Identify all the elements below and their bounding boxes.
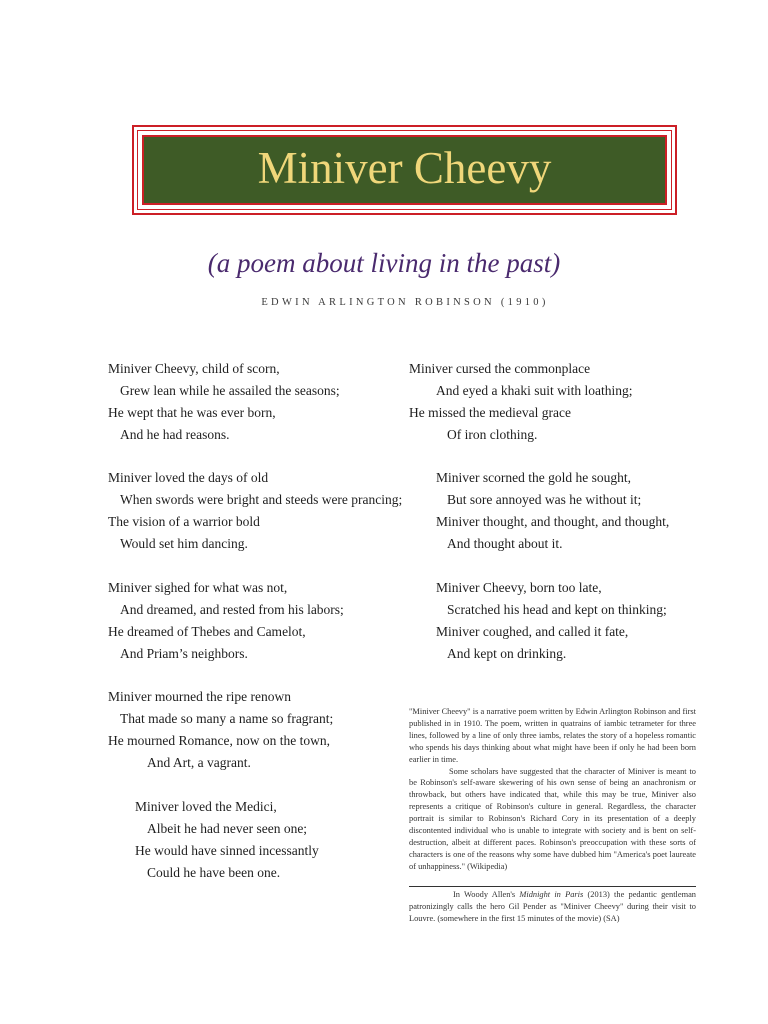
poem-line: Miniver mourned the ripe renown <box>108 689 291 704</box>
poem-line: Miniver scorned the gold he sought, <box>436 470 631 485</box>
poem-subtitle: (a poem about living in the past) <box>207 248 561 278</box>
poem-line: Miniver sighed for what was not, <box>108 580 288 595</box>
title-panel <box>142 135 667 205</box>
film-title: Midnight in Paris <box>519 890 584 899</box>
poem-line: When swords were bright and steeds were prancing; <box>120 492 403 507</box>
commentary-notes <box>409 706 696 873</box>
poem-line: And kept on drinking. <box>447 646 567 661</box>
poem-line: And dreamed, and rested from his labors; <box>120 602 344 617</box>
poem-line: That made so many a name so fragrant; <box>120 711 334 726</box>
poem-line: Miniver Cheevy, born too late, <box>436 580 602 595</box>
poem-line: Miniver thought, and thought, and thought, <box>436 514 670 529</box>
poem-line: And thought about it. <box>447 536 563 551</box>
poem-line: And Priam’s neighbors. <box>120 646 248 661</box>
film-reference-note <box>409 889 696 925</box>
poem-line: Grew lean while he assailed the seasons; <box>120 383 340 398</box>
commentary-paragraph: Some scholars have suggested that the character of Miniver is meant to be Robinson's self-aware skewering of his own sense of being an anachronism or throwback, but others have indicated that, while this may be true, Miniver also represents a critique of Robinson's culture in general. Regardless, the character portrait is similar to Robinson's Richard Cory in its presentation of a deeply discontented individual who is unable to integrate with society and is bent on self-destruction, albeit at different paces. Robinson's preoccupation with these sorts of characters is one of the reasons why some have dubbed him "America's poet laureate of unhappiness." (Wikipedia) <box>409 766 696 871</box>
poem-title: Miniver Cheevy <box>257 142 552 193</box>
poem-line: And Art, a vagrant. <box>147 755 251 770</box>
poem-line: Miniver cursed the commonplace <box>409 361 591 376</box>
commentary-paragraph: "Miniver Cheevy" is a narrative poem written by Edwin Arlington Robinson and first published in in 1910. The poem, written in quatrains of iambic tetrameter for three lines, followed by a line of only three iambs, relates the story of a hopeless romantic who spends his days thinking about what might have been if only he had been born earlier in time. <box>409 707 696 764</box>
poem-line: Miniver loved the days of old <box>108 470 269 485</box>
poem-line: He dreamed of Thebes and Camelot, <box>108 624 306 639</box>
poem-line: Albeit he had never seen one; <box>147 821 308 836</box>
film-note-text: (2013) the pedantic gentleman patronizingly calls the hero Gil Pender as "Miniver Cheevy" during their visit to Louvre. (somewhere in the first 15 minutes of the movie) (SA) <box>409 890 696 923</box>
poem-line: And he had reasons. <box>120 427 230 442</box>
poem-author: EDWIN ARLINGTON ROBINSON (1910) <box>261 297 549 308</box>
poem-line: He missed the medieval grace <box>409 405 571 420</box>
poem-line: Could he have been one. <box>147 865 281 880</box>
film-note-text: In Woody Allen's <box>453 890 520 899</box>
notes-divider <box>409 886 696 887</box>
poem-line: Would set him dancing. <box>120 536 248 551</box>
poem-line: The vision of a warrior bold <box>108 514 260 529</box>
poem-line: He would have sinned incessantly <box>135 843 319 858</box>
poem-line: And eyed a khaki suit with loathing; <box>436 383 633 398</box>
poem-line: Scratched his head and kept on thinking; <box>447 602 667 617</box>
poem-line: Miniver coughed, and called it fate, <box>436 624 629 639</box>
poem-line: Of iron clothing. <box>447 427 538 442</box>
poem-line: But sore annoyed was he without it; <box>447 492 642 507</box>
poem-line: Miniver loved the Medici, <box>135 799 277 814</box>
title-banner <box>132 125 677 215</box>
poem-line: He mourned Romance, now on the town, <box>108 733 330 748</box>
poem-line: He wept that he was ever born, <box>108 405 276 420</box>
poem-line: Miniver Cheevy, child of scorn, <box>108 361 280 376</box>
